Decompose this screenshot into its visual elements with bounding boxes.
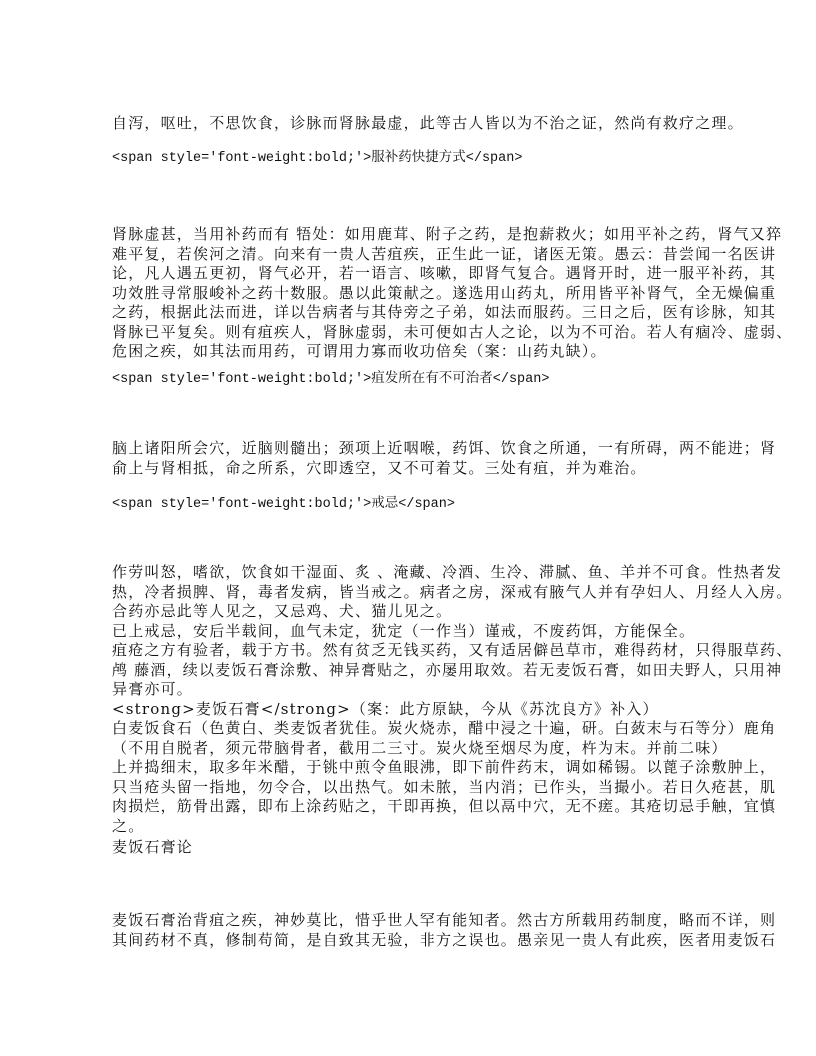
text-line: 之。	[112, 816, 145, 835]
paragraph-tonic	[112, 225, 793, 362]
heading-tonic-method	[112, 149, 712, 169]
text-line: 麦饭石膏治背疽之疾，神妙莫比，惜乎世人罕有能知者。然古方所载用药制度，略而不详，则	[112, 911, 777, 929]
text-line: 上并捣细末，取多年米醋，于铫中煎令鱼眼沸，即下前件药末，调如稀锡。以蓖子涂敷肿上，	[112, 758, 777, 776]
text-line: 已上戒忌，安后半载间，血气未定，犹定（一作当）谨戒，不废药饵，方能保全。	[112, 621, 696, 640]
text-line: 肾脉虚甚，当用补药而有 牾处：如用鹿茸、附子之药，是抱薪救火；如用平补之药，肾气又猝	[112, 225, 783, 243]
text-line: 论，凡人遇五更初，肾气必开，若一语言、咳嗽，即肾气复合。遇肾开时，进一服平补药，其	[112, 264, 777, 282]
text-line: 鸬 藤酒，续以麦饭石膏涂敷、神异膏贴之，亦屡用取效。若无麦饭石膏，如田夫野人，只用神	[112, 660, 783, 679]
text-line: 难平复，若俟河之清。向来有一贵人苦疽疾，正生此一证，诸医无策。愚云：昔尝闻一名医讲	[112, 244, 777, 263]
text-line: 脑上诸阳所会穴，近脑则髓出；颈项上近咽喉，药饵、饮食之所通，一有所碍，两不能进；肾	[112, 439, 777, 457]
text-line: 之药，根据此法而进，详以告病者与其侍旁之子弟，如法而服药。三日之后，医有诊脉，知其	[112, 303, 777, 321]
paragraph-taboos	[112, 563, 793, 836]
heading-text: 麦饭石膏论	[112, 838, 194, 856]
text-line: 其间药材不真，修制苟简，是自致其无验，非方之误也。愚亲见一贵人有此疾，医者用麦饭石	[112, 930, 777, 949]
text-line: 只当疮头留一指地，勿令合，以出热气。如未脓，当内消；已作头，当撮小。若日久疮甚，肌	[112, 777, 777, 796]
text-line: 俞上与肾相抵，命之所系，穴即透空，又不可着艾。三处有疽，并为难治。	[112, 458, 647, 477]
text-line: 白麦饭食石（色黄白、类麦饭者犹佳。炭火烧赤，醋中浸之十遍，研。白蔹末与石等分）鹿角	[112, 719, 777, 737]
heading-taboos	[112, 495, 712, 515]
paragraph-intro	[112, 114, 744, 134]
heading-text: <span style='font-weight:bold;'>戒忌</span>	[112, 497, 455, 512]
text-line: <strong>麦饭石膏</strong>（案：此方原缺，今从《苏沈良方》补入）	[112, 699, 659, 718]
text-line: 疽疮之方有验者，载于方书。然有贫乏无钱买药，又有适居僻邑草市，难得药材，只得服草药、	[112, 641, 793, 659]
text-line: 合药亦忌此等人见之，又忌鸡、犬、猫儿见之。	[112, 602, 453, 620]
text-line: 功效胜寻常服峻补之药十数服。愚以此策献之。遂选用山药丸，所用皆平补肾气，全无燥偏重	[112, 283, 777, 302]
text-line: 危困之疾，如其法而用药，可谓用力寡而收功倍矣（案：山药丸缺）。	[112, 342, 607, 360]
text-line: 作劳叫怒，嗜欲，饮食如干湿面、炙 、淹藏、冷酒、生冷、滞腻、鱼、羊并不可食。性热者发	[112, 563, 783, 581]
heading-maifan-theory	[112, 838, 712, 858]
heading-text: <span style='font-weight:bold;'>服补药快捷方式</span>	[112, 151, 523, 166]
paragraph-incurable	[112, 439, 777, 478]
text-line: 肾脉已平复矣。则有疽疾人，肾脉虚弱，未可便如古人之论，以为不可治。若人有痼冷、虚弱、	[112, 322, 793, 341]
text-line: 异膏亦可。	[112, 680, 194, 698]
text-line: 热，冷者损脾、肾，毒者发病，皆当戒之。病者之房，深戒有腋气人并有孕妇人、月经人入房。	[112, 582, 793, 601]
paragraph-maifan	[112, 911, 777, 950]
heading-incurable	[112, 370, 712, 390]
text-line: （不用自脱者，须元带脑骨者，截用二三寸。炭火烧至烟尽为度，杵为末。并前二味）	[112, 738, 728, 757]
heading-text: <span style='font-weight:bold;'>疽发所在有不可治者</span>	[112, 372, 550, 387]
text-line: 肉损烂，筋骨出露，即布上涂药贴之，干即再换，但以鬲中穴，无不瘥。其疮切忌手触，宜慎	[112, 797, 777, 815]
text-line: 自泻，呕吐，不思饮食，诊脉而肾脉最虚，此等古人皆以为不治之证，然尚有救疗之理。	[112, 114, 744, 132]
